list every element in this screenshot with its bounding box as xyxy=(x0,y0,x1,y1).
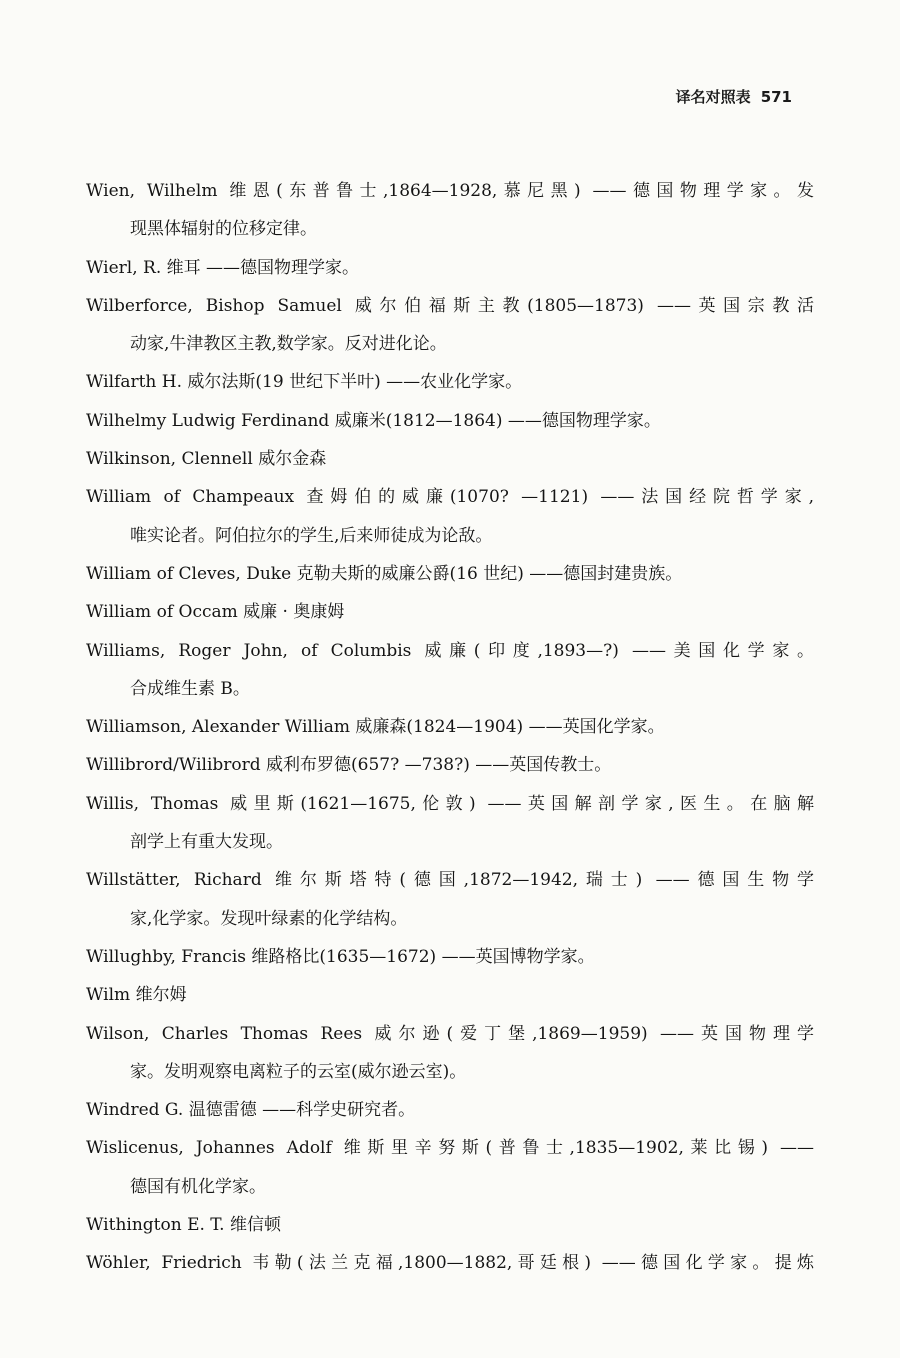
glossary-entry xyxy=(86,976,814,1014)
entry-line: Wöhler, Friedrich 韦勒(法兰克福,1800—1882,哥廷根) ——德国化学家。提炼 xyxy=(86,1253,814,1274)
running-header xyxy=(676,86,792,107)
glossary-entries xyxy=(86,172,814,1283)
entry-line: Willibrord/Wilibrord 威利布罗德(657? —738?) ——英国传教士。 xyxy=(86,755,612,776)
entry-line: Wien, Wilhelm 维恩(东普鲁士,1864—1928,慕尼黑) ——德国物理学家。发 xyxy=(86,181,814,201)
glossary-entry xyxy=(86,363,814,401)
glossary-entry xyxy=(86,1091,814,1129)
entry-line: Wilkinson, Clennell 威尔金森 xyxy=(86,449,327,470)
entry-line: William of Cleves, Duke 克勒夫斯的威廉公爵(16 世纪) ——德国封建贵族。 xyxy=(86,563,683,584)
glossary-entry xyxy=(86,440,814,478)
entry-line: Wierl, R. 维耳 ——德国物理学家。 xyxy=(86,257,360,278)
page-number: 571 xyxy=(760,88,792,106)
entry-line: William of Occam 威廉 · 奥康姆 xyxy=(86,602,345,623)
entry-line: Wislicenus, Johannes Adolf 维斯里辛努斯(普鲁士,1835—1902,莱比锡) —— xyxy=(86,1138,814,1159)
entry-line: 家,化学家。发现叶绿素的化学结构。 xyxy=(130,908,408,929)
entry-line: Williams, Roger John, of Columbis 威廉(印度,1893—?) ——美国化学家。 xyxy=(86,640,814,661)
glossary-entry xyxy=(86,708,814,746)
glossary-entry xyxy=(86,1206,814,1244)
glossary-entry xyxy=(86,478,814,555)
entry-line: Williamson, Alexander William 威廉森(1824—1904) ——英国化学家。 xyxy=(86,717,665,738)
entry-line: Willstätter, Richard 维尔斯塔特(德国,1872—1942,瑞士) ——德国生物学 xyxy=(86,870,814,891)
glossary-entry xyxy=(86,785,814,862)
glossary-entry xyxy=(86,1244,814,1282)
glossary-entry xyxy=(86,1129,814,1206)
entry-line: Wilhelmy Ludwig Ferdinand 威廉米(1812—1864) ——德国物理学家。 xyxy=(86,410,661,431)
glossary-entry xyxy=(86,861,814,938)
glossary-entry xyxy=(86,402,814,440)
entry-line: 现黑体辐射的位移定律。 xyxy=(130,219,317,240)
glossary-entry xyxy=(86,555,814,593)
glossary-entry xyxy=(86,1015,814,1092)
entry-line: 唯实论者。阿伯拉尔的学生,后来师徒成为论敌。 xyxy=(130,525,493,546)
entry-line: 剖学上有重大发现。 xyxy=(130,832,283,853)
entry-line: Withington E. T. 维信顿 xyxy=(86,1215,281,1236)
entry-line: Willughby, Francis 维路格比(1635—1672) ——英国博物学家。 xyxy=(86,946,595,967)
entry-line: Wilfarth H. 威尔法斯(19 世纪下半叶) ——农业化学家。 xyxy=(86,372,523,393)
glossary-entry xyxy=(86,172,814,249)
entry-line: Wilberforce, Bishop Samuel 威尔伯福斯主教(1805—1873) ——英国宗教活 xyxy=(86,295,814,316)
entry-line: Wilm 维尔姆 xyxy=(86,985,187,1006)
running-header-title: 译名对照表 xyxy=(675,88,751,106)
glossary-entry xyxy=(86,746,814,784)
glossary-entry xyxy=(86,632,814,709)
entry-line: Windred G. 温德雷德 ——科学史研究者。 xyxy=(86,1100,416,1121)
entry-line: 家。发明观察电离粒子的云室(威尔逊云室)。 xyxy=(130,1061,467,1082)
glossary-entry xyxy=(86,249,814,287)
entry-line: 德国有机化学家。 xyxy=(130,1176,266,1197)
glossary-entry xyxy=(86,593,814,631)
glossary-entry xyxy=(86,287,814,364)
glossary-entry xyxy=(86,938,814,976)
entry-line: Wilson, Charles Thomas Rees 威尔逊(爱丁堡,1869—1959) ——英国物理学 xyxy=(86,1023,814,1044)
entry-line: 合成维生素 B。 xyxy=(130,678,250,699)
entry-line: Willis, Thomas 威里斯(1621—1675,伦敦) ——英国解剖学家,医生。在脑解 xyxy=(86,793,814,814)
entry-line: 动家,牛津教区主教,数学家。反对进化论。 xyxy=(130,334,447,355)
entry-line: William of Champeaux 查姆伯的威廉(1070? —1121) ——法国经院哲学家, xyxy=(86,487,814,508)
